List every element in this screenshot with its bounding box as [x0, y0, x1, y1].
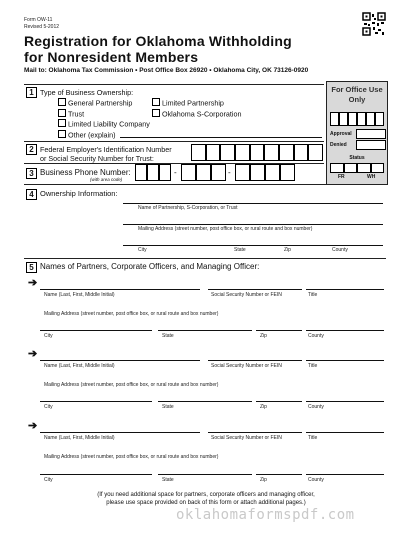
partner-3-state-field[interactable] [158, 474, 252, 475]
option-trust[interactable]: Trust [58, 109, 84, 119]
wh-label: WH [367, 174, 376, 180]
denied-field[interactable] [356, 140, 386, 150]
partner-3-name-field[interactable] [40, 432, 200, 433]
checkbox-icon[interactable] [152, 98, 160, 106]
partner-1-zip-label: Zip [260, 333, 267, 339]
ownership-mailing-address-field[interactable] [123, 224, 383, 225]
partner-3-county-field[interactable] [306, 474, 384, 475]
watermark: oklahomaformspdf.com [176, 507, 355, 523]
arrow-right-icon: ➔ [28, 348, 38, 360]
partner-3-zip-field[interactable] [256, 474, 302, 475]
partner-3-title-field[interactable] [306, 432, 384, 433]
option-oklahoma-s-corporation[interactable]: Oklahoma S-Corporation [152, 109, 242, 119]
checkbox-icon[interactable] [58, 109, 66, 117]
partner-2-state-label: State [162, 404, 174, 410]
partner-2-mailing-label: Mailing Address (street number, post office box, or rural route and box number) [44, 382, 219, 388]
phone-dash-icon: - [174, 168, 177, 177]
phone-line-boxes[interactable] [235, 164, 295, 181]
partner-3-city-label: City [44, 477, 53, 483]
partner-2-zip-label: Zip [260, 404, 267, 410]
fein-digit-boxes[interactable] [191, 144, 323, 161]
fein-label-line1: Federal Employer's Identification Number [40, 145, 172, 154]
revision-date: Revised 5-2012 [24, 24, 60, 30]
option-general-partnership[interactable]: General Partnership [58, 98, 132, 108]
fein-label-line2: or Social Security Number for Trust: [40, 154, 154, 163]
phone-prefix-boxes[interactable] [181, 164, 226, 181]
partner-3-ssn-label: Social Security Number or FEIN [211, 435, 282, 441]
partner-1-city-label: City [44, 333, 53, 339]
footer-note-line2: please use space provided on back of this form or attach additional pages.) [106, 500, 306, 506]
office-code-boxes[interactable] [330, 112, 384, 126]
approval-field[interactable] [356, 129, 386, 139]
partner-2-county-field[interactable] [306, 401, 384, 402]
phone-dash-icon: - [228, 168, 231, 177]
partner-2-city-label: City [44, 404, 53, 410]
partner-1-county-label: County [308, 333, 324, 339]
ownership-county-label: County [332, 247, 348, 253]
denied-label: Denied [330, 142, 347, 148]
section-5-divider [24, 258, 386, 259]
partner-1-title-label: Title [308, 292, 318, 298]
form-title-line1: Registration for Oklahoma Withholding [24, 33, 292, 49]
business-ownership-label: Type of Business Ownership: [40, 88, 134, 97]
section-4-number: 4 [26, 189, 37, 200]
arrow-right-icon: ➔ [28, 277, 38, 289]
phone-label: Business Phone Number: [40, 168, 131, 177]
partner-1-title-field[interactable] [306, 289, 384, 290]
partner-2-ssn-label: Social Security Number or FEIN [211, 363, 282, 369]
partner-2-city-field[interactable] [40, 401, 152, 402]
form-title-line2: for Nonresident Members [24, 49, 199, 65]
checkbox-icon[interactable] [58, 130, 66, 138]
partner-1-mailing-label: Mailing Address (street number, post office box, or rural route and box number) [44, 311, 219, 317]
fr-label: FR [338, 174, 345, 180]
checkbox-icon[interactable] [58, 98, 66, 106]
footer-note-line1: (If you need additional space for partners, corporate officers and managing officer, [97, 492, 315, 498]
partner-3-zip-label: Zip [260, 477, 267, 483]
phone-sublabel: (with area code) [90, 177, 123, 182]
office-use-heading: For Office Use Only [331, 85, 383, 104]
checkbox-icon[interactable] [152, 109, 160, 117]
partnership-name-label: Name of Partnership, S-Corporation, or Trust [138, 205, 238, 211]
partner-1-ssn-field[interactable] [208, 289, 302, 290]
partner-3-state-label: State [162, 477, 174, 483]
section-2-number: 2 [26, 144, 37, 155]
partner-1-zip-field[interactable] [256, 330, 302, 331]
section-2-divider [24, 141, 324, 142]
partner-2-zip-field[interactable] [256, 401, 302, 402]
ownership-zip-label: Zip [284, 247, 291, 253]
qr-code-icon [362, 12, 386, 36]
partners-label: Names of Partners, Corporate Officers, and Managing Officer: [40, 262, 260, 271]
arrow-right-icon: ➔ [28, 420, 38, 432]
partner-1-ssn-label: Social Security Number or FEIN [211, 292, 282, 298]
section-3-number: 3 [26, 168, 37, 179]
partner-2-ssn-field[interactable] [208, 360, 302, 361]
checkbox-icon[interactable] [58, 119, 66, 127]
partner-2-name-label: Name (Last, First, Middle Initial) [44, 363, 115, 369]
partner-2-state-field[interactable] [158, 401, 252, 402]
partner-3-mailing-label: Mailing Address (street number, post office box, or rural route and box number) [44, 454, 219, 460]
approval-label: Approval [330, 131, 352, 137]
partner-1-state-label: State [162, 333, 174, 339]
partner-3-ssn-field[interactable] [208, 432, 302, 433]
form-id: Form OW-11 [24, 17, 53, 23]
ownership-city-state-zip-field[interactable] [123, 245, 383, 246]
status-label: Status [349, 155, 365, 161]
partner-3-name-label: Name (Last, First, Middle Initial) [44, 435, 115, 441]
partner-1-city-field[interactable] [40, 330, 152, 331]
ownership-state-label: State [234, 247, 246, 253]
partner-1-state-field[interactable] [158, 330, 252, 331]
partner-3-county-label: County [308, 477, 324, 483]
partner-1-name-field[interactable] [40, 289, 200, 290]
mailing-instructions: Mail to: Oklahoma Tax Commission • Post Office Box 26920 • Oklahoma City, OK 73126-0920 [24, 67, 309, 74]
partner-3-city-field[interactable] [40, 474, 152, 475]
ownership-city-label: City [138, 247, 147, 253]
section-4-divider [24, 184, 386, 185]
partnership-name-field[interactable] [123, 203, 383, 204]
option-limited-liability-company[interactable]: Limited Liability Company [58, 119, 150, 129]
ownership-mailing-address-label: Mailing Address (street number, post office box, or rural route and box number) [138, 226, 313, 232]
partner-2-name-field[interactable] [40, 360, 200, 361]
partner-2-title-field[interactable] [306, 360, 384, 361]
partner-2-county-label: County [308, 404, 324, 410]
other-explain-field[interactable] [120, 137, 322, 138]
partner-1-name-label: Name (Last, First, Middle Initial) [44, 292, 115, 298]
section-5-number: 5 [26, 262, 37, 273]
option-other[interactable]: Other (explain) [58, 130, 116, 140]
office-use-panel [326, 81, 388, 185]
section-1-divider [24, 84, 324, 85]
partner-2-title-label: Title [308, 363, 318, 369]
partner-3-title-label: Title [308, 435, 318, 441]
section-1-number: 1 [26, 87, 37, 98]
status-boxes[interactable] [330, 163, 384, 173]
phone-area-code-boxes[interactable] [135, 164, 171, 181]
partner-1-county-field[interactable] [306, 330, 384, 331]
option-limited-partnership[interactable]: Limited Partnership [152, 98, 224, 108]
ownership-info-label: Ownership Information: [40, 189, 118, 198]
